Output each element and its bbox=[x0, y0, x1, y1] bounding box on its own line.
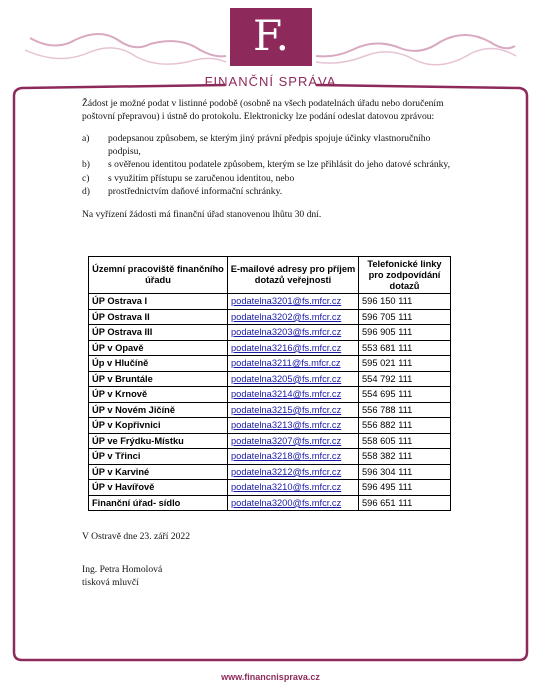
signatory-name: Ing. Petra Homolová bbox=[82, 564, 163, 575]
phone-cell: 554 792 111 bbox=[359, 371, 451, 387]
office-cell: ÚP v Opavě bbox=[89, 340, 228, 356]
table-row bbox=[89, 449, 451, 465]
office-cell: ÚP v Novém Jičíně bbox=[89, 402, 228, 418]
list-item bbox=[82, 159, 460, 172]
logo bbox=[230, 8, 312, 66]
email-link[interactable]: podatelna3214@fs.mfcr.cz bbox=[228, 387, 359, 403]
email-link[interactable]: podatelna3210@fs.mfcr.cz bbox=[228, 480, 359, 496]
header-email: E-mailové adresy pro příjem dotazů veřejnosti bbox=[228, 257, 359, 294]
email-link[interactable]: podatelna3215@fs.mfcr.cz bbox=[228, 402, 359, 418]
email-link[interactable]: podatelna3212@fs.mfcr.cz bbox=[228, 464, 359, 480]
office-cell: ÚP ve Frýdku-Místku bbox=[89, 433, 228, 449]
email-link[interactable]: podatelna3201@fs.mfcr.cz bbox=[228, 294, 359, 310]
phone-cell: 596 495 111 bbox=[359, 480, 451, 496]
list-marker: a) bbox=[82, 133, 90, 144]
email-link[interactable]: podatelna3200@fs.mfcr.cz bbox=[228, 495, 359, 511]
table-header-row bbox=[89, 257, 451, 294]
deadline-paragraph: Na vyřízení žádosti má finanční úřad stanovenou lhůtu 30 dní. bbox=[82, 208, 322, 220]
table-row bbox=[89, 418, 451, 434]
office-cell: ÚP v Karviné bbox=[89, 464, 228, 480]
submission-list bbox=[82, 133, 460, 199]
table-row bbox=[89, 495, 451, 511]
contact-table bbox=[88, 256, 451, 511]
signature-block bbox=[82, 530, 190, 589]
table-row bbox=[89, 340, 451, 356]
list-item bbox=[82, 186, 460, 199]
list-item-text: podepsanou způsobem, se kterým jiný právní předpis spojuje účinky vlastnoručního podpisu, bbox=[108, 133, 431, 157]
phone-cell: 595 021 111 bbox=[359, 356, 451, 372]
email-link[interactable]: podatelna3216@fs.mfcr.cz bbox=[228, 340, 359, 356]
office-cell: ÚP v Kopřivnici bbox=[89, 418, 228, 434]
phone-cell: 558 605 111 bbox=[359, 433, 451, 449]
table-row bbox=[89, 387, 451, 403]
table-row bbox=[89, 402, 451, 418]
email-link[interactable]: podatelna3218@fs.mfcr.cz bbox=[228, 449, 359, 465]
table-row bbox=[89, 309, 451, 325]
phone-cell: 596 905 111 bbox=[359, 325, 451, 341]
header-office: Územní pracoviště finančního úřadu bbox=[89, 257, 228, 294]
list-item bbox=[82, 173, 460, 186]
list-item-text: prostřednictvím daňové informační schránky. bbox=[108, 186, 283, 197]
phone-cell: 558 382 111 bbox=[359, 449, 451, 465]
table-row bbox=[89, 371, 451, 387]
intro-paragraph: Žádost je možné podat v listinné podobě (osobně na všech podatelnách úřadu nebo doručením poštovní přepravou) i ústně do protokolu. Elektronicky lze podání odeslat datovou zprávou: bbox=[82, 98, 444, 122]
phone-cell: 556 882 111 bbox=[359, 418, 451, 434]
office-cell: Finanční úřad- sídlo bbox=[89, 495, 228, 511]
email-link[interactable]: podatelna3207@fs.mfcr.cz bbox=[228, 433, 359, 449]
phone-cell: 596 150 111 bbox=[359, 294, 451, 310]
office-cell: ÚP v Třinci bbox=[89, 449, 228, 465]
list-marker: c) bbox=[82, 172, 90, 184]
phone-cell: 596 651 111 bbox=[359, 495, 451, 511]
table-row bbox=[89, 480, 451, 496]
list-item-text: s využitím přístupu se zaručenou identitou, nebo bbox=[108, 172, 295, 184]
brand-name: FINANČNÍ SPRÁVA bbox=[204, 74, 337, 89]
email-link[interactable]: podatelna3213@fs.mfcr.cz bbox=[228, 418, 359, 434]
header-phone: Telefonické linky pro zodpovídání dotazů bbox=[359, 257, 451, 294]
email-link[interactable]: podatelna3203@fs.mfcr.cz bbox=[228, 325, 359, 341]
website-link[interactable]: www.financnisprava.cz bbox=[221, 672, 320, 682]
email-link[interactable]: podatelna3211@fs.mfcr.cz bbox=[228, 356, 359, 372]
table-row bbox=[89, 325, 451, 341]
table-row bbox=[89, 294, 451, 310]
phone-cell: 554 695 111 bbox=[359, 387, 451, 403]
signatory-role: tisková mluvčí bbox=[82, 577, 139, 588]
table-row bbox=[89, 464, 451, 480]
list-marker: b) bbox=[82, 159, 90, 170]
office-cell: ÚP Ostrava I bbox=[89, 294, 228, 310]
table-row bbox=[89, 356, 451, 372]
place-date: V Ostravě dne 23. září 2022 bbox=[82, 531, 190, 542]
phone-cell: 553 681 111 bbox=[359, 340, 451, 356]
phone-cell: 596 705 111 bbox=[359, 309, 451, 325]
phone-cell: 596 304 111 bbox=[359, 464, 451, 480]
main-text bbox=[82, 98, 460, 221]
list-marker: d) bbox=[82, 186, 90, 197]
office-cell: Úp v Hlučíně bbox=[89, 356, 228, 372]
list-item bbox=[82, 133, 460, 158]
office-cell: ÚP v Bruntále bbox=[89, 371, 228, 387]
logo-letter: F. bbox=[253, 11, 289, 60]
office-cell: ÚP Ostrava II bbox=[89, 309, 228, 325]
table-row bbox=[89, 433, 451, 449]
office-cell: ÚP v Havířově bbox=[89, 480, 228, 496]
list-item-text: s ověřenou identitou podatele způsobem, kterým se lze přihlásit do jeho datové schránky, bbox=[108, 159, 450, 170]
email-link[interactable]: podatelna3205@fs.mfcr.cz bbox=[228, 371, 359, 387]
phone-cell: 556 788 111 bbox=[359, 402, 451, 418]
office-cell: ÚP v Krnově bbox=[89, 387, 228, 403]
email-link[interactable]: podatelna3202@fs.mfcr.cz bbox=[228, 309, 359, 325]
office-cell: ÚP Ostrava III bbox=[89, 325, 228, 341]
